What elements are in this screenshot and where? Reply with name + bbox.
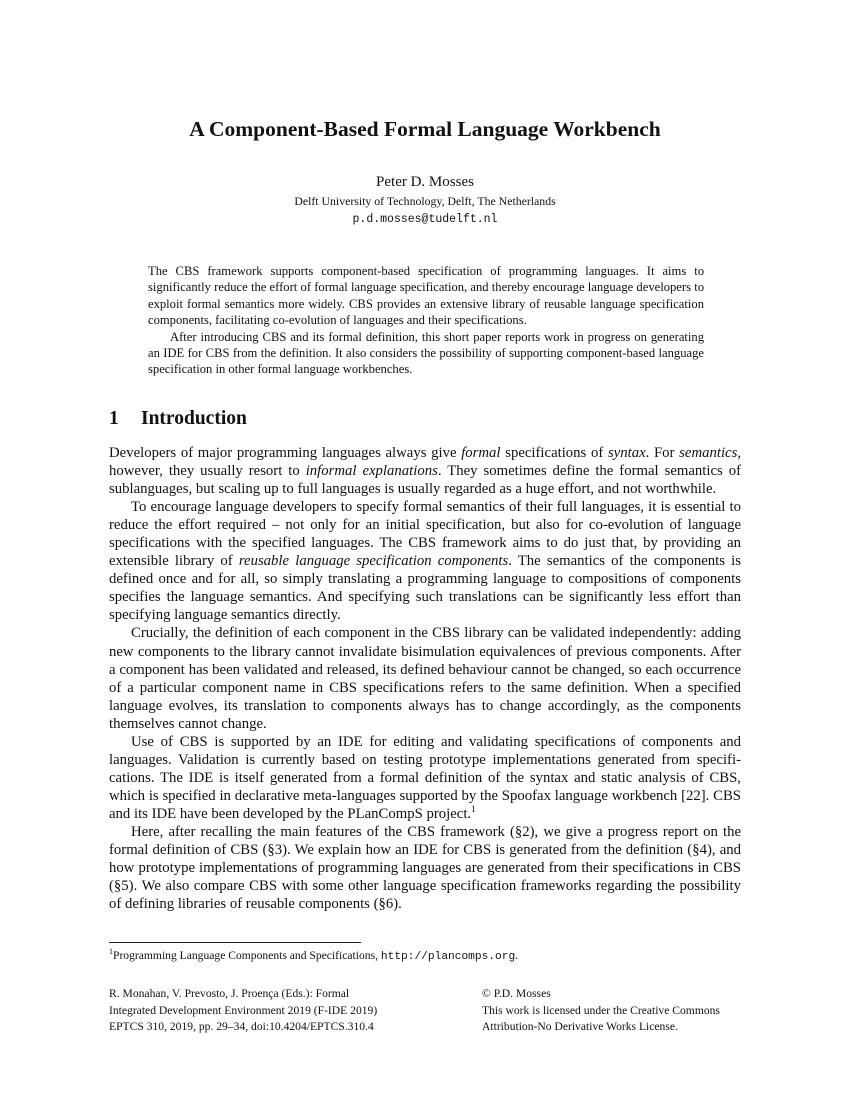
publication-doi[interactable]: EPTCS 310, 2019, pp. 29–34, doi:10.4204/EPTCS.310.4 [109,1020,374,1033]
author-affiliation: Delft University of Technology, Delft, The Netherlands [294,194,556,208]
section-heading [109,407,247,431]
abstract [148,263,704,378]
footnote: $^1$Programming Language Components and Specifications, http://plancomps.org. [109,947,519,963]
section-title: Introduction [141,408,247,429]
footnote-url-link[interactable]: http://plancomps.org [380,951,516,963]
footnote-text: Programming Language Components and Specifications, [113,949,381,962]
paper-title: A Component-Based Formal Language Workbench [189,117,661,141]
body-text [109,444,741,913]
license-line-1[interactable]: This work is licensed under the Creative Commons [482,1003,720,1017]
abstract-paragraph-2: After introducing CBS and its formal definition, this short paper reports work in progress on generating an IDE for CBS from the definition. It also considers the possibility of supporting component-based language specification in other formal language workbenches. [148,329,704,377]
license-info [482,986,752,1036]
body-paragraph-4: Use of CBS is supported by an IDE for editing and validating specifications of components and languages. Validation is currently based on testing prototype implementations generated from specifications. The IDE is itself generated from a formal definition of the syntax and static analysis of CBS, which is specified in declarative meta-languages supported by the Spoofax language workbench [22]. CBS and its IDE have been developed by the PLanCompS project.$^1$ [109,733,741,822]
body-paragraph-3: Crucially, the definition of each component in the CBS library can be validated independently: adding new components to the library cannot invalidate bisimulation equivalences of previous components. After a component has been validated and released, its defined behaviour cannot be changed, so each occurrence of a particular component name in CBS specifications refers to the same definition. When a specified language evolves, its translation to components always has to change accordingly, as the components themselves cannot change. [109,625,741,732]
body-paragraph-1: Developers of major programming languages always give formal specifications of syntax. For semantics, however, they usually resort to informal explanations. They sometimes define the formal semantics of sublanguages, but scaling up to full languages is usually regarded as a huge effort, and not worthwhile. [109,445,742,498]
author-name: Peter D. Mosses [376,174,474,190]
publication-editors: R. Monahan, V. Prevosto, J. Proença (Eds.): Formal [109,987,350,1000]
body-paragraph-2: To encourage language developers to specify formal semantics of their full languages, it is essential to reduce the effort required – not only for an initial specification, but also for co-evolution of language specifications with the specified languages. The CBS framework aims to do just that, by providing an extensible library of reusable language specification components. The semantics of the components is defined once and for all, so simply translating a programming language to compositions of components specifies the language semantics. And specifying such translations can be significantly less effort than specifying language semantics directly. [109,499,741,624]
copyright-notice: © P.D. Mosses [482,987,551,1000]
author-email[interactable]: p.d.mosses@tudelft.nl [352,213,498,226]
body-paragraph-5: Here, after recalling the main features of the CBS framework (§2), we give a progress report on the formal definition of CBS (§3). We explain how an IDE for CBS is generated from the definition (§4), and how prototype implementations of programming languages are generated from their specifications in CBS (§5). We also compare CBS with some other language specification frameworks regarding the possibility of defining libraries of reusable components (§6). [109,823,741,913]
section-number: 1 [109,408,119,429]
publication-venue: Integrated Development Environment 2019 (F-IDE 2019) [109,1003,378,1017]
footnote-divider [109,942,361,943]
publication-info [109,986,449,1036]
license-line-2[interactable]: Attribution-No Derivative Works License. [482,1020,678,1033]
abstract-paragraph-1: The CBS framework supports component-based specification of programming languages. It aims to significantly reduce the effort of formal language specification, and thereby encourage language developers to exploit formal semantics more widely. CBS provides an extensive library of reusable language specification components, facilitating co-evolution of languages and their specifications. [148,264,704,328]
footnote-number: 1 [109,947,113,956]
footnote-marker[interactable]: 1 [471,804,476,815]
